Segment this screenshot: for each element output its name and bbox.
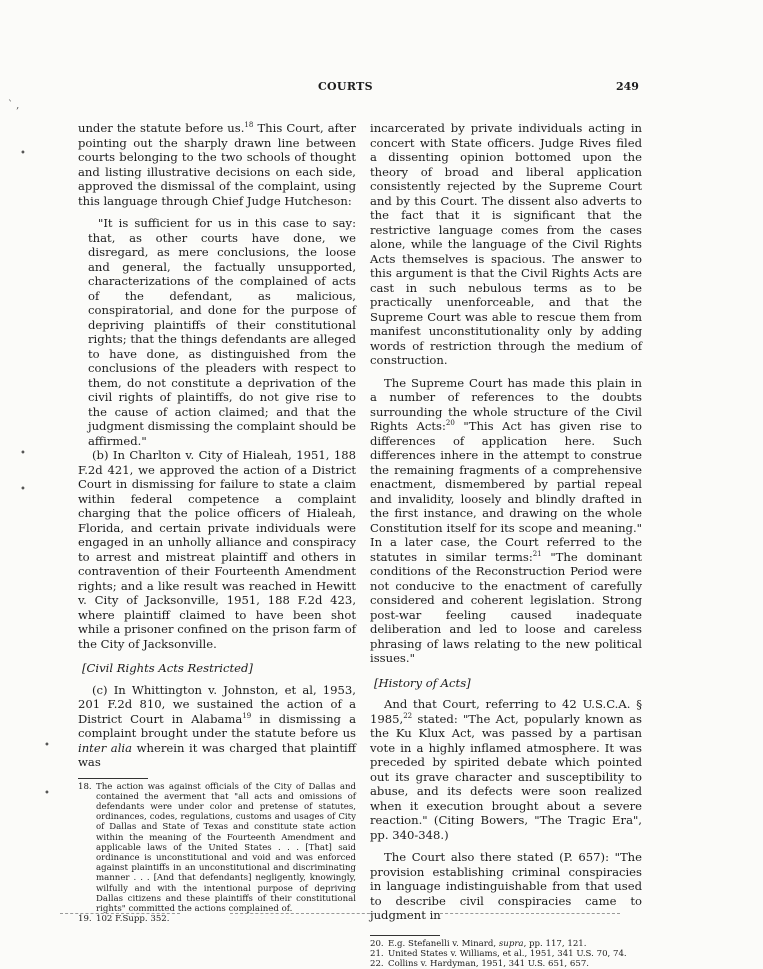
footnote-ref: 21 [532, 549, 542, 558]
scan-edge-line [230, 913, 380, 914]
section-heading: [Civil Rights Acts Restricted] [82, 661, 253, 675]
scan-mark: • [44, 740, 50, 751]
scan-edge-line [440, 913, 620, 914]
left-column [78, 121, 356, 924]
paragraph: The Supreme Court has made this plain in a number of references to the doubts surrounding the whole structure of the Civil Rights Acts:$^{20}$ "This Act has given rise to differences of application here. Such differences inhere in the attempt to construe the remaining fragments of a comprehensive enactment, dismembered by partial repeal and invalidity, loosely and blindly drafted in the first instance, and drawing on the whole Constitution itself for its scope and meaning." In a later case, the Court referred to the statutes in similar terms:$^{21}$ "The dominant conditions of the Reconstruction Period were not conducive to the enactment of carefully considered and coherent legislation. Strong post-war feeling caused inadequate deliberation and led to loose and careless phrasing of laws relating to the new political issues." [370, 375, 642, 665]
block-quote: "It is sufficient for us in this case to say: that, as other courts have done, we disregard, as mere conclusions, the loose and general, the factually unsupported, characterizations of the complained of acts of the defendant, as malicious, conspiratorial, and done for the purpose of depriving plaintiffs of their constitutional rights; that the things defendants are alleged to have done, as distinguished from the conclusions of the pleaders with respect to them, do not constitute a deprivation of the civil rights of plaintiffs, do not give rise to the cause of action claimed; and that the judgment dismissing the complaint should be affirmed." [88, 216, 356, 448]
footnote-ref: 19 [242, 711, 252, 720]
footnote: 18. The action was against officials of the City of Dallas and contained the averment that "all acts and omissions of defendants were under color and pretense of statutes, ordinances, codes, regulations, customs and usages of City of Dallas and State of Texas and constitute state action within the meaning of the Fourteenth Amendment and applicable laws of the United States . . . [That] said ordinance is unconstitutional and void and was enforced against plaintiffs in an unconstitutional and discriminating manner . . . [And that defendants] negligently, knowingly, wilfully and with the intentional purpose of depriving Dallas citizens and these plaintiffs of their constitutional rights" committed the actions complained of. [78, 781, 356, 914]
footnote-rule [370, 935, 440, 936]
footnote: 21. United States v. Williams, et al., 1951, 341 U.S. 70, 74. [370, 948, 627, 959]
running-title: COURTS [318, 80, 373, 93]
scan-mark: • [20, 148, 26, 159]
scan-edge-line [60, 913, 180, 914]
scan-mark: • [20, 484, 26, 495]
scan-mark: ` , [8, 100, 20, 111]
paragraph: And that Court, referring to 42 U.S.C.A. § 1985,22 stated: "The Act, popularly known as the Ku Klux Act, was passed by a partisan vote in a highly inflamed atmosphere. It was preceded by spirited debate which pointed out its grave character and susceptibility to abuse, and its defects were soon realized when it execution brought about a severe reaction." (Citing Bowers, "The Tragic Era", pp. 340-348.) [370, 697, 642, 842]
footnote: 19. 102 F.Supp. 352. [78, 914, 170, 925]
footnote: 22. Collins v. Hardyman, 1951, 341 U.S. 651, 657. [370, 958, 590, 969]
footnote-ref: 20 [445, 419, 455, 428]
paragraph: The Court also there stated (P. 657): "The provision establishing criminal conspiracies in language indistinguishable from that used to describe civil conspiracies came to judgment in [370, 850, 642, 922]
paragraph: incarcerated by private individuals acting in concert with State officers. Judge Rives filed a dissenting opinion bottomed upon the theory of broad and liberal application consistently rejected by the Supreme Court and by this Court. The dissent also adverts to the fact that it is significant that the restrictive language comes from the cases alone, while the language of the Civil Rights Acts themselves is spacious. The answer to this argument is that the Civil Rights Acts are cast in such nebulous terms as to be practically unenforceable, and that the Supreme Court was able to rescue them from manifest unconstitutionality only by adding words of restriction through the medium of construction. [370, 121, 642, 367]
footnote-rule [78, 778, 148, 779]
scan-mark: • [44, 788, 50, 799]
page-number: 249 [616, 80, 639, 93]
footnote-ref: 22 [403, 711, 413, 720]
paragraph: (b) In Charlton v. City of Hialeah, 1951, 188 F.2d 421, we approved the action of a District Court in dismissing for failure to state a claim within federal competence a complaint charging that the police officers of Hialeah, Florida, and certain private individuals were engaged in an unholly alliance and conspiracy to arrest and mistreat plaintiff and others in contravention of their Fourteenth Amendment rights; and a like result was reached in Hewitt v. City of Jacksonville, 1951, 188 F.2d 423, where plaintiff claimed to have been shot while a prisoner confined on the prison farm of the City of Jacksonville. [78, 448, 356, 651]
right-column [370, 121, 642, 969]
footnote: 20. E.g. Stefanelli v. Minard, supra, pp. 117, 121. [370, 938, 587, 949]
paragraph: (c) In Whittington v. Johnston, et al, 1953, 201 F.2d 810, we sustained the action of a District Court in Alabama$^{19}$ in dismissing a complaint brought under the statute before us inter alia wherein it was charged that plaintiff was [78, 682, 357, 769]
section-heading: [History of Acts] [374, 675, 471, 690]
scan-mark: • [20, 448, 26, 459]
running-head [0, 80, 763, 94]
paragraph: under the statute before us.$^{18}$ This Court, after pointing out the sharply drawn line between courts belonging to the two schools of thought and listing illustrative decisions on each side, approved the dismissal of the complaint, using this language through Chief Judge Hutcheson: [78, 121, 356, 208]
footnote-ref: 18 [244, 121, 254, 130]
